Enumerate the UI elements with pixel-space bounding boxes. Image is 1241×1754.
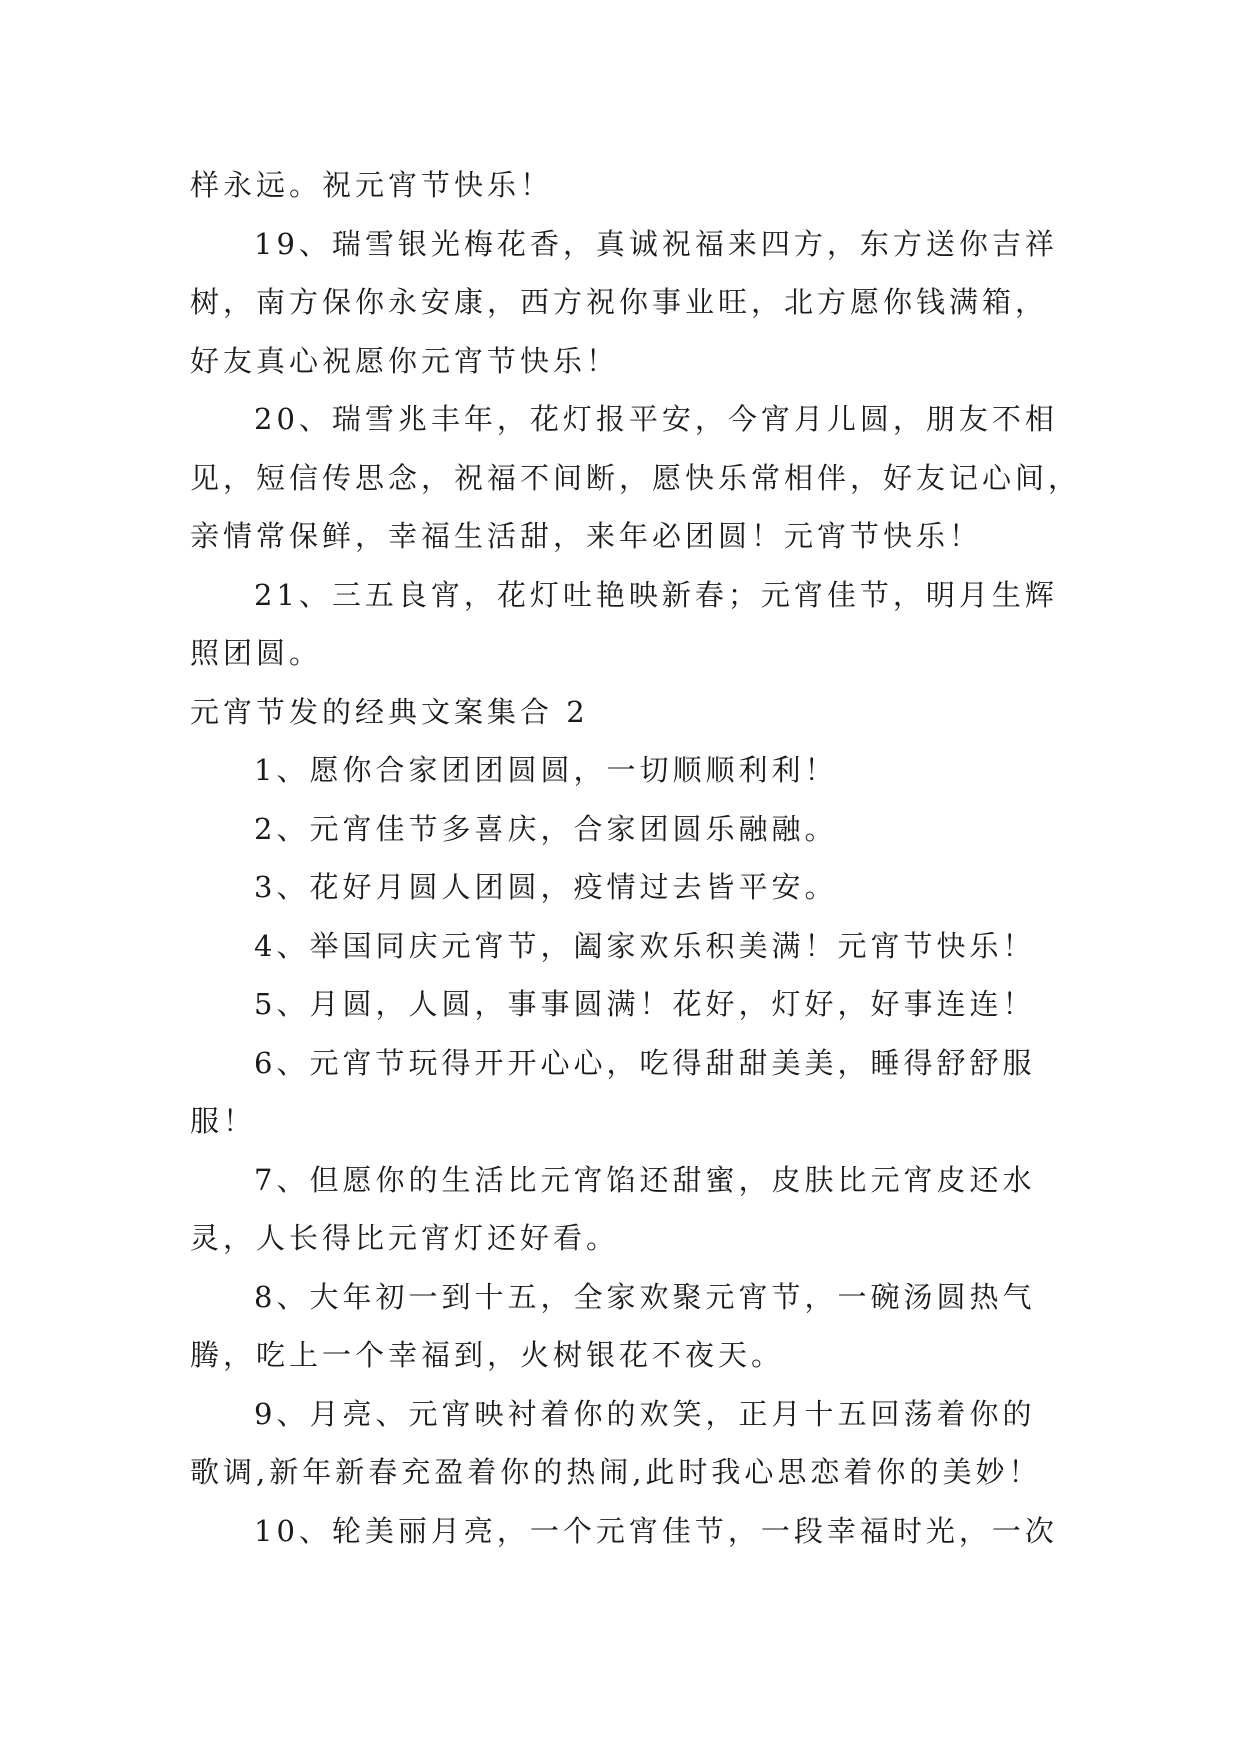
text-line: 1、愿你合家团团圆圆，一切顺顺利利！ <box>254 753 838 787</box>
text-line: 歌调,新年新春充盈着你的热闹,此时我心思恋着你的美妙！ <box>190 1455 1042 1489</box>
text-line: 5、月圆，人圆，事事圆满！花好，灯好，好事连连！ <box>254 987 1036 1021</box>
document-body <box>190 156 1082 1560</box>
text-line: 样永远。祝元宵节快乐！ <box>190 168 554 202</box>
text-line: 10、轮美丽月亮，一个元宵佳节，一段幸福时光，一次 <box>254 1513 1058 1548</box>
text-line: 19、瑞雪银光梅花香，真诚祝福来四方，东方送你吉祥 <box>254 226 1058 261</box>
text-line: 4、举国同庆元宵节，阖家欢乐积美满！元宵节快乐！ <box>254 928 1036 963</box>
text-line: 20、瑞雪兆丰年，花灯报平安，今宵月儿圆，朋友不相 <box>254 402 1058 436</box>
text-line: 21、三五良宵，花灯吐艳映新春；元宵佳节，明月生辉 <box>254 577 1058 612</box>
text-line: 好友真心祝愿你元宵节快乐！ <box>190 343 620 378</box>
text-line: 照团圆。 <box>190 636 323 670</box>
text-line: 7、但愿你的生活比元宵馅还甜蜜，皮肤比元宵皮还水 <box>254 1162 1036 1197</box>
text-line: 腾，吃上一个幸福到，火树银花不夜天。 <box>190 1338 785 1372</box>
text-line: 9、月亮、元宵映衬着你的欢笑，正月十五回荡着你的 <box>254 1396 1036 1431</box>
text-line: 树，南方保你永安康，西方祝你事业旺，北方愿你钱满箱， <box>190 285 1049 319</box>
text-line: 亲情常保鲜，幸福生活甜，来年必团圆！元宵节快乐！ <box>190 519 983 553</box>
section-heading: 元宵节发的经典文案集合 2 <box>190 694 589 729</box>
text-line: 6、元宵节玩得开开心心，吃得甜甜美美，睡得舒舒服 <box>254 1045 1036 1080</box>
text-line: 8、大年初一到十五，全家欢聚元宵节，一碗汤圆热气 <box>254 1279 1036 1314</box>
text-line: 灵，人长得比元宵灯还好看。 <box>190 1221 620 1255</box>
text-line: 2、元宵佳节多喜庆，合家团圆乐融融。 <box>254 811 838 846</box>
text-line: 服！ <box>190 1104 257 1138</box>
text-line: 3、花好月圆人团圆，疫情过去皆平安。 <box>254 870 838 904</box>
text-line: 见，短信传思念，祝福不间断，愿快乐常相伴，好友记心间， <box>190 460 1082 495</box>
